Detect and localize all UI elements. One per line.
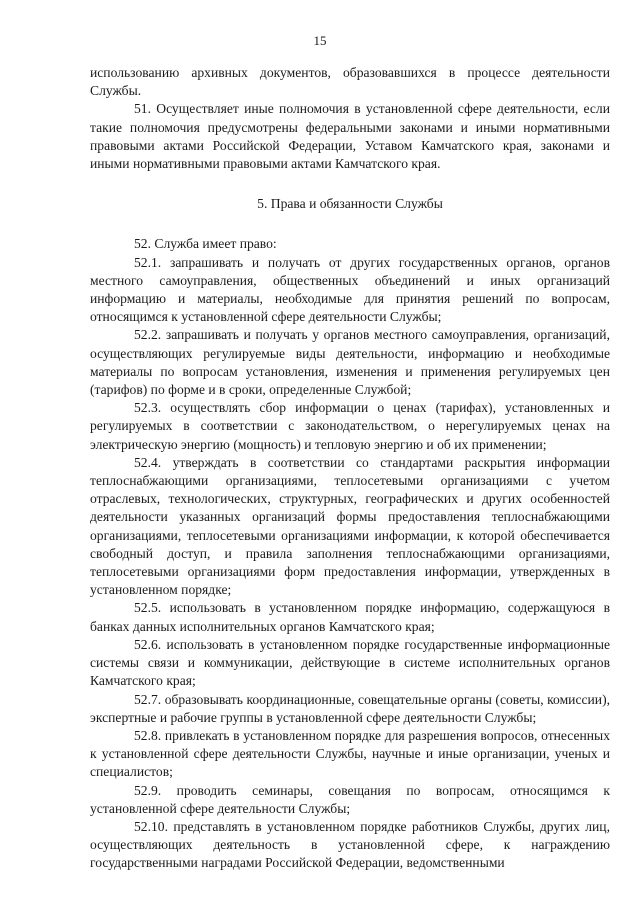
- paragraph-52-8: 52.8. привлекать в установленном порядке для разрешения вопросов, отнесенных к установленной сфере деятельности Службы, научные и иные организации, ученых и специалистов;: [90, 727, 610, 780]
- paragraph-52-3: 52.3. осуществлять сбор информации о ценах (тарифах), установленных и регулируемых в соответствии с законодательством, о нерегулируемых ценах на электрическую энергию (мощность) и тепловую энергию и об их применении;: [90, 400, 610, 452]
- document-body: [90, 64, 610, 873]
- paragraph-52-6: 52.6. использовать в установленном порядке государственные информационные системы связи и коммуникации, действующие в системе исполнительных органов Камчатского края;: [90, 636, 610, 689]
- paragraph-51: 51. Осуществляет иные полномочия в установленной сфере деятельности, если такие полномочия предусмотрены федеральными законами и иными нормативными правовыми актами Российской Федерации, Уставом Камчатского края, законами и иными нормативными правовыми актами Камчатского края.: [90, 101, 610, 172]
- page-number: 15: [313, 33, 327, 48]
- paragraph-52-5: 52.5. использовать в установленном порядке информацию, содержащуюся в банках данных исполнительных органов Камчатского края;: [90, 600, 610, 634]
- paragraph-52-1: 52.1. запрашивать и получать от других государственных органов, органов местного самоуправления, общественных объединений и иных организаций информацию и материалы, необходимые для принятия решений по вопросам, относящимся к установленной сфере деятельности Службы;: [90, 254, 610, 325]
- paragraph-52-9: 52.9. проводить семинары, совещания по вопросам, относящимся к установленной сфере деятельности Службы;: [90, 782, 610, 816]
- paragraph-52-2: 52.2. запрашивать и получать у органов местного самоуправления, организаций, осуществляющих регулируемые виды деятельности, информацию и необходимые материалы по вопросам установления, изменения и применения регулируемых цен (тарифов) по форме и в сроки, определенные Службой;: [90, 327, 610, 398]
- paragraph-52-7: 52.7. образовывать координационные, совещательные органы (советы, комиссии), экспертные и рабочие группы в установленной сфере деятельности Службы;: [90, 691, 610, 725]
- paragraph-continued: использованию архивных документов, образовавшихся в процессе деятельности Службы.: [90, 65, 610, 99]
- paragraph-52-4: 52.4. утверждать в соответствии со стандартами раскрытия информации теплоснабжающими организациями, теплосетевыми организациями с учетом отраслевых, технологических, структурных, географических и других особенностей деятельности указанных организаций формы предоставления теплоснабжающими организациями, теплосетевыми организациями информации, к которой обеспечивается свободный доступ, и правила заполнения теплоснабжающими организациями, теплосетевыми организациями форм предоставления информации, утвержденных в установленном порядке;: [90, 454, 610, 598]
- paragraph-52-10: 52.10. представлять в установленном порядке работников Службы, других лиц, осуществляющих деятельность в установленной сфере, к награждению государственными наградами Российской Федерации, ведомственными: [90, 818, 610, 871]
- section-heading: 5. Права и обязанности Службы: [257, 196, 443, 212]
- paragraph-52: 52. Служба имеет право:: [134, 236, 277, 252]
